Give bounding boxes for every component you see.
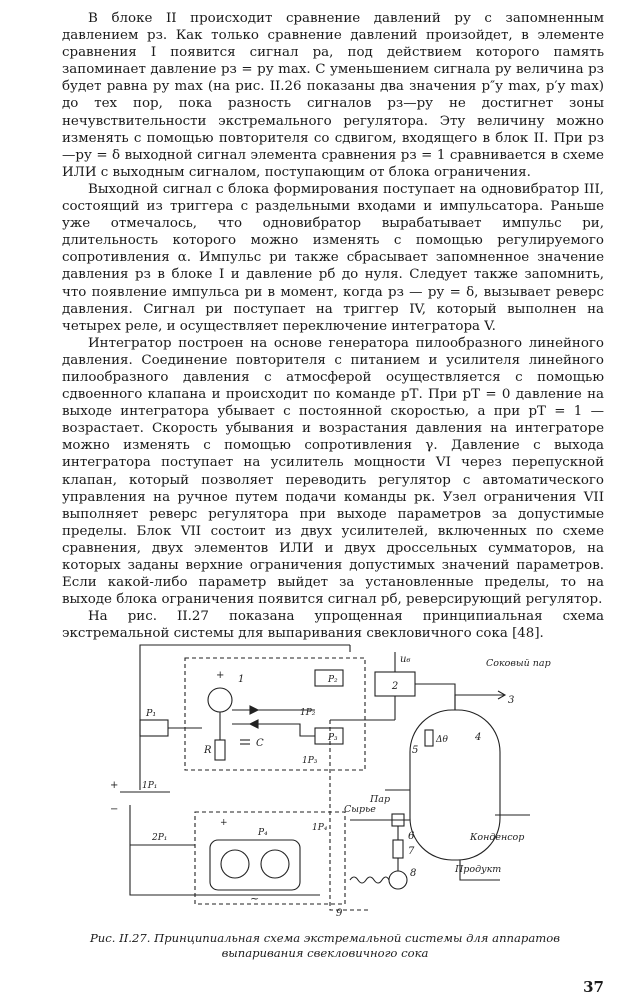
- label-1p2: 1P₂: [300, 708, 316, 718]
- label-syrye: Сырье: [344, 804, 376, 815]
- element-7: [393, 840, 403, 858]
- label-n1: 1: [238, 674, 245, 685]
- minus-sign: −: [110, 804, 119, 815]
- label-par: Пар: [370, 794, 391, 805]
- label-1p1: 1P₁: [142, 781, 158, 791]
- label-R: R: [204, 745, 212, 756]
- relay-p1: [140, 720, 168, 736]
- label-p1: P₁: [146, 708, 157, 719]
- label-p4: P₄: [258, 828, 268, 838]
- label-n9: 9: [336, 908, 343, 919]
- wire: [270, 724, 315, 736]
- label-u6: u₆: [400, 654, 411, 665]
- frame-line: [330, 720, 370, 910]
- label-n6: 6: [408, 831, 415, 842]
- figure-caption: Рис. II.27. Принципиальная схема экстремальной системы для аппаратов выпаривания свекловичного сока: [90, 931, 560, 960]
- label-C: C: [256, 738, 264, 749]
- label-p2: P₂: [328, 675, 338, 685]
- label-sokovy-par: Соковый пар: [486, 658, 551, 669]
- body-text: [62, 10, 604, 642]
- plus-sign: +: [220, 818, 228, 828]
- schematic-figure: [110, 640, 551, 925]
- label-n2: 2: [391, 681, 399, 692]
- sensor-5: [425, 730, 433, 746]
- pump-8: [389, 871, 407, 889]
- label-n8: 8: [410, 868, 417, 879]
- diode: [250, 720, 258, 728]
- resistor-R: [215, 740, 225, 760]
- page-number: 37: [583, 978, 604, 996]
- paragraph: Интегратор построен на основе генератора пилообразного линейного давления. Соединение повторителя с питанием и усилителя линейного пилообразного давления с атмосферой осуществляется с помощью сдвоенного клапана и происходит по команде pТ. При pТ = 0 давление на выходе интегратора убывает с постоянной скоростью, а при pТ = 1 — возрастает. Скорость убывания и возрастания давления на интеграторе можно изменять с помощью сопротивления γ. Давление с выхода интегратора поступает на усилитель мощности VI через перепускной клапан, который позволяет переводить регулятор с автоматического управления на ручное путем подачи команды pк. Узел ограничения VII выполняет реверс регулятора при выходе параметров за допустимые пределы. Блок VII состоит из двух усилителей, включенных по схеме сравнения, двух элементов ИЛИ и двух дроссельных сумматоров, на которых заданы верхние ограничения допустимых значений параметров. Если какой-либо параметр выйдет за установленные пределы, то на выходе блока ограничения появится сигнал pб, реверсирующий регулятор.: [62, 335, 604, 608]
- wire: [415, 684, 455, 710]
- label-dtheta: Δθ: [436, 735, 448, 745]
- diode: [250, 706, 258, 714]
- tube: [221, 850, 249, 878]
- plus-sign: +: [216, 670, 225, 681]
- label-1p4: 1P₄: [312, 823, 328, 833]
- tube-1: [208, 688, 232, 712]
- paragraph: В блоке II происходит сравнение давлений pу с запомненным давлением pз. Как только сравнение давлений произойдет, в элементе сравнения I появится сигнал pа, под действием которого память запоминает давление pз = pу max. С уменьшением сигнала pу величина pз будет равна pу max (на рис. II.26 показаны два значения p″у max, p′у max) до тех пор, пока разность сигналов pз—pу не достигнет зоны нечувствительности экстремального регулятора. Эту величину можно изменять с помощью повторителя со сдвигом, входящего в блок II. При pз—pу = δ выходной сигнал элемента сравнения pз = 1 сравнивается в схеме ИЛИ с выходным сигналом, поступающим от блока ограничения.: [62, 11, 604, 180]
- label-1p3: 1P₃: [302, 756, 318, 766]
- label-kondensor: Конденсор: [470, 832, 525, 843]
- frame-line: [140, 645, 350, 790]
- paragraph: На рис. II.27 показана упрощенная принципиальная схема экстремальной системы для выпаривания свекловичного сока [48].: [62, 609, 604, 642]
- label-p3: P₃: [328, 733, 338, 743]
- tube: [261, 850, 289, 878]
- dual-tube: [210, 840, 300, 890]
- plus-sign: +: [110, 780, 119, 791]
- label-n7: 7: [408, 846, 415, 857]
- label-2p1: 2P₁: [152, 833, 168, 843]
- pipe: [455, 695, 505, 710]
- label-produkt: Продукт: [455, 864, 502, 875]
- label-n4: 4: [475, 732, 482, 743]
- paragraph: Выходной сигнал с блока формирования поступает на одновибратор III, состоящий из триггера с раздельными входами и импульсатора. Раньше уже отмечалось, что одновибратор вырабатывает импульс pи, длительность которого можно изменять с помощью регулируемого сопротивления α. Импульс pи также сбрасывает запомненное значение давления pз в блоке I и давление pб до нуля. Следует также запомнить, что появление импульса pи в момент, когда pз — pу = δ, вызывает реверс давления. Сигнал pи поступает на триггер IV, который выполнен на четырех реле, и осуществляет переключение интегратора V.: [62, 181, 604, 334]
- ac-source: ~: [250, 892, 260, 905]
- label-n3: 3: [508, 695, 515, 706]
- coil: [350, 877, 389, 883]
- label-n5: 5: [412, 745, 419, 756]
- relay-block: [185, 658, 365, 770]
